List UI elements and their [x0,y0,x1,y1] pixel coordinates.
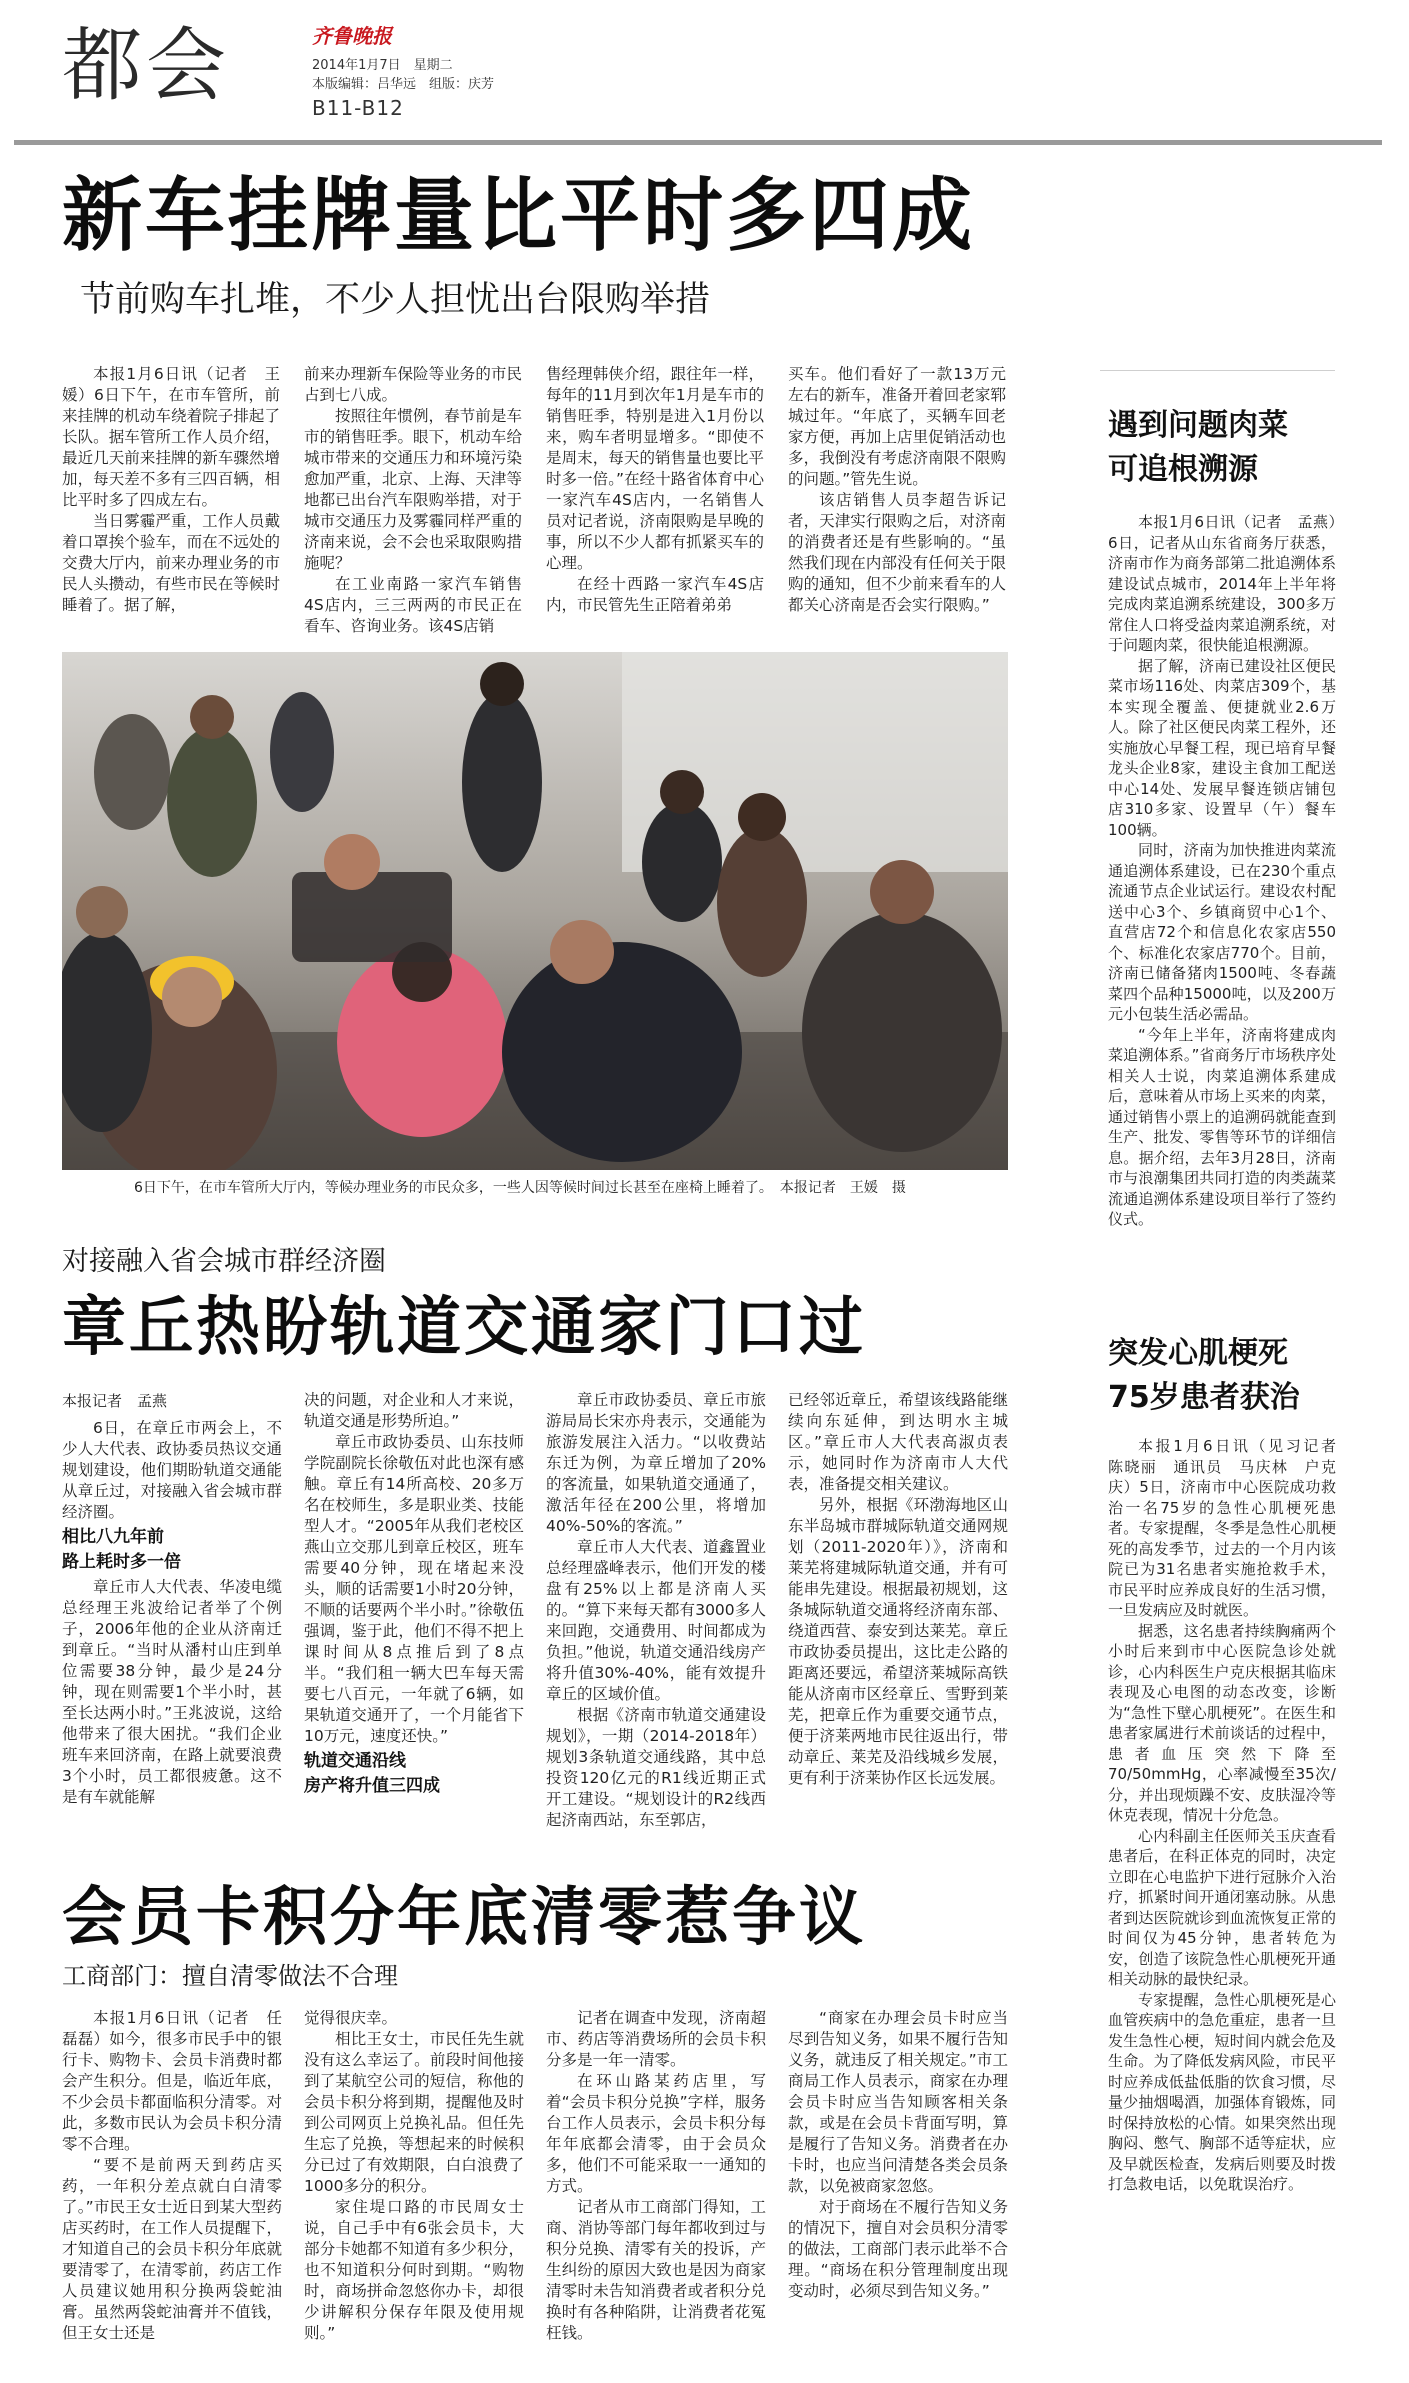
paper-logo: 齐鲁晚报 [312,24,392,48]
story3-col2 [304,2008,524,2344]
paragraph: 另外，根据《环渤海地区山东半岛城市群城际轨道交通网规划（2011-2020年）》，济南和莱芜将建城际轨道交通，并有可能串先建设。根据最初规划，这条城际轨道交通将经济南东部、绕道西营、泰安到达莱芜。章丘市政协委员提出，这比走公路的距离还要远，希望济莱城际高铁能从济南市区经章丘、雪野到莱芜，把章丘作为重要交通节点，便于济莱两地市民往返出行，带动章丘、莱芜及沿线城乡发展，更有利于济莱协作区长远发展。 [788,1496,1008,1787]
paragraph: 章丘市政协委员、章丘市旅游局局长宋亦舟表示，交通能为旅游发展注入活力。“以收费站东迁为例，为章丘增加了20%的客流量，如果轨道交通通了，激活年径在200公里，将增加40%-50%的客流。” [546,1391,766,1535]
sidebar1-headline-line2: 可追根溯源 [1108,452,1258,487]
story2-col2 [304,1390,524,1801]
paragraph: 售经理韩侠介绍，跟往年一样，每年的11月到次年1月是车市的销售旺季，特别是进入1月份以来，购车者明显增多。“即使不是周末，每天的销售量也要比平时多一倍。”在经十路省体育中心一家汽车4S店内，一名销售人员对记者说，济南限购是早晚的事，所以不少人都有抓紧买车的心理。 [546,365,764,572]
story3-subheadline: 工商部门：擅自清零做法不合理 [62,1962,398,1990]
story1-col3 [546,364,764,616]
story1-headline: 新车挂牌量比平时多四成 [62,169,975,262]
paragraph: 本报1月6日讯（记者 任磊磊）如今，很多市民手中的银行卡、购物卡、会员卡消费时都会产生积分。但是，临近年底，不少会员卡都面临积分清零。对此，多数市民认为会员卡积分清零不合理。 [62,2009,282,2153]
story3-col1 [62,2008,282,2344]
story1-col2 [304,364,522,637]
story3-col3 [546,2008,766,2344]
sidebar2-headline-line1: 突发心肌梗死 [1108,1336,1288,1371]
sidebar1-body [1108,512,1336,1230]
paragraph: 同时，济南为加快推进肉菜流通追溯体系建设，已在230个重点流通节点企业试运行。建设农村配送中心3个、乡镇商贸中心1个、直营店72个和信息化农家店550个、标准化农家店770个。目前，济南已储备猪肉1500吨、冬春蔬菜四个品种15000吨，以及200万元小包装生活必需品。 [1108,841,1336,1023]
paragraph: 心内科副主任医师关玉庆查看患者后，在科正体克的同时，决定立即在心电监护下进行冠脉介入治疗，抓紧时间开通闭塞动脉。从患者到达医院就诊到血流恢复正常的时间仅为45分钟，患者转危为安，创造了该院急性心肌梗死开通相关动脉的最快纪录。 [1108,1826,1336,1988]
paragraph: 章丘市人大代表、华凌电缆总经理王兆波给记者举了个例子，2006年他的企业从济南迁到章丘。“当时从潘村山庄到单位需要38分钟，最少是24分钟，现在则需要1个半小时，甚至长达两小时。”王兆波说，这给他带来了很大困扰。“我们企业班车来回济南，在路上就要浪费3个小时，员工都很疲惫。这不是有车就能解 [62,1578,282,1806]
story3-col4 [788,2008,1008,2302]
paragraph: 根据《济南市轨道交通建设规划》，一期（2014-2018年）规划3条轨道交通线路，其中总投资120亿元的R1线近期正式开工建设。“规划设计的R2线西起济南西站，东至郭店， [546,1706,766,1829]
story1-subheadline: 节前购车扎堆，不少人担忧出台限购举措 [80,280,711,320]
paragraph: 章丘市人大代表、道鑫置业总经理盛峰表示，他们开发的楼盘有25%以上都是济南人买的。“算下来每天都有3000多人来回跑，交通费用、时间都成为负担。”他说，轨道交通沿线房产将升值30%-40%，能有效提升章丘的区域价值。 [546,1538,766,1703]
paragraph: 本报1月6日讯（见习记者 陈晓丽 通讯员 马庆林 户克庆）5日，济南市中心医院成功救治一名75岁的急性心肌梗死患者。专家提醒，冬季是急性心肌梗死的高发季节，过去的一个月内该院已为31名患者实施抢救手术，市民平时应养成良好的生活习惯，一旦发病应及时就医。 [1108,1437,1352,1619]
paragraph: 记者从市工商部门得知，工商、消协等部门每年都收到过与积分兑换、清零有关的投诉，产生纠纷的原因大致也是因为商家清零时未告知消费者或者积分兑换时有各种陷阱，让消费者花冤枉钱。 [546,2198,766,2342]
paragraph: 据了解，济南已建设社区便民菜市场116处、肉菜店309个，基本实现全覆盖、便捷就业2.6万人。除了社区便民肉菜工程外，还实施放心早餐工程，现已培育早餐龙头企业8家，建设主食加工配送中心14处、发展早餐连锁店铺包店310多家、设置早（午）餐车100辆。 [1108,656,1336,839]
paragraph: 家住堤口路的市民周女士说，自己手中有6张会员卡，大部分卡她都不知道有多少积分，也不知道积分何时到期。“购物时，商场拼命忽悠你办卡，却很少讲解积分保存年限及使用规则。” [304,2198,524,2342]
story2-kicker: 对接融入省会城市群经济圈 [62,1246,386,1277]
sidebar1-headline-line1: 遇到问题肉菜 [1108,408,1288,443]
story2-headline: 章丘热盼轨道交通家门口过 [62,1291,866,1365]
waiting-hall-photo [62,652,1008,1170]
paragraph: 当日雾霾严重，工作人员戴着口罩挨个验车，而在不远处的交费大厅内，前来办理业务的市民人头攒动，有些市民在等候时睡着了。据了解， [62,512,280,614]
paragraph: 按照往年惯例，春节前是车市的销售旺季。眼下，机动车给城市带来的交通压力和环境污染愈加严重，北京、上海、天津等地都已出台汽车限购举措，对于城市交通压力及雾霾同样严重的济南来说，会不会也采取限购措施呢？ [304,407,522,572]
story2-subhead-1b: 路上耗时多一倍 [62,1552,181,1572]
page-numbers: B11-B12 [312,96,404,120]
paragraph: 对于商场在不履行告知义务的情况下，擅自对会员积分清零的做法，工商部门表示此举不合理。“商场在积分管理制度出现变动时，必须尽到告知义务。” [788,2198,1008,2300]
paragraph: 在环山路某药店里，写着“会员卡积分兑换”字样，服务台工作人员表示，会员卡积分每年年底都会清零，由于会员众多，他们不可能采取一一通知的方式。 [546,2072,766,2195]
paragraph: 前来办理新车保险等业务的市民占到七八成。 [304,365,522,404]
section-title: 都会 [62,19,230,112]
sidebar2-headline-line2: 75岁患者获治 [1108,1380,1300,1415]
paragraph: 章丘市政协委员、山东技师学院副院长徐敬伍对此也深有感触。章丘有14所高校、20多万名在校师生，多是职业类、技能型人才。“2005年从我们老校区燕山立交那儿到章丘校区，班车需要40分钟，现在堵起来没头，顺的话需要1小时20分钟，不顺的话要两个半小时。”徐敬伍强调，鉴于此，他们不得不把上课时间从8点推后到了8点半。“我们租一辆大巴车每天需要七八百元，一年就了6辆，如果轨道交通开了，一个月能省下10万元，速度还快。” [304,1433,524,1745]
story1-col1 [62,364,280,616]
story2-col3 [546,1390,766,1831]
story2-col4 [788,1390,1008,1789]
paragraph: 据悉，这名患者持续胸痛两个小时后来到市中心医院急诊处就诊，心内科医生户克庆根据其临床表现及心电图的动态改变，诊断为“急性下壁心肌梗死”。在医生和患者家属进行术前谈话的过程中，患者血压突然下降至70/50mmHg，心率减慢至35次/分，并出现烦躁不安、皮肤湿冷等休克表现，情况十分危急。 [1108,1621,1336,1824]
paragraph: 本报1月6日讯（记者 孟燕）6日，记者从山东省商务厅获悉，济南市作为商务部第二批追溯体系建设试点城市，2014年上半年将完成肉菜追溯系统建设，300多万常住人口将受益肉菜追溯系统，对于问题肉菜，很快能追根溯源。 [1108,513,1336,654]
masthead-rule [14,140,1382,145]
paragraph: 专家提醒，急性心肌梗死是心血管疾病中的急危重症，患者一旦发生急性心梗，短时间内就会危及生命。为了降低发病风险，市民平时应养成低盐低脂的饮食习惯，尽量少抽烟喝酒，加强体育锻炼，同时保持放松的心情。如果突然出现胸闷、憋气、胸部不适等症状，应及早就医检查，发病后则要及时拨打急救电话，以免耽误治疗。 [1108,1990,1336,2193]
paragraph: 决的问题，对企业和人才来说，轨道交通是形势所迫。” [304,1391,524,1430]
paragraph: 在经十西路一家汽车4S店内，市民管先生正陪着弟弟 [546,575,764,614]
paragraph: “今年上半年，济南将建成肉菜追溯体系。”省商务厅市场秩序处相关人士说，肉菜追溯体系建成后，意味着从市场上买来的肉菜，通过销售小票上的追溯码就能查到生产、批发、零售等环节的详细信息。据介绍，去年3月28日，济南市与浪潮集团共同打造的肉类蔬菜流通追溯体系建设项目举行了签约仪式。 [1108,1025,1336,1228]
paragraph: 本报1月6日讯（记者 王媛）6日下午，在市车管所，前来挂牌的机动车绕着院子排起了长队。据车管所工作人员介绍，最近几天前来挂牌的新车骤然增加，每天差不多有三四百辆，相比平时多了四成左右。 [62,365,280,509]
story2-subhead-2b: 房产将升值三四成 [304,1776,440,1796]
story3-headline: 会员卡积分年底清零惹争议 [62,1881,866,1955]
paragraph: 在工业南路一家汽车销售4S店内，三三两两的市民正在看车、咨询业务。该4S店销 [304,575,522,635]
paragraph: 觉得很庆幸。 [304,2009,398,2027]
story2-byline: 本报记者 孟燕 [62,1392,168,1410]
issue-date: 2014年1月7日 星期二 [312,58,453,73]
paragraph: 记者在调查中发现，济南超市、药店等消费场所的会员卡积分多是一年一清零。 [546,2009,766,2069]
sidebar-top-rule [1100,370,1335,371]
paragraph: 6日，在章丘市两会上，不少人大代表、政协委员热议交通规划建设，他们期盼轨道交通能从章丘过，对接融入省会城市群经济圈。 [62,1419,282,1521]
story2-col1 [62,1418,282,1808]
sidebar2-body [1108,1436,1352,2195]
paragraph: 已经邻近章丘，希望该线路能继续向东延伸，到达明水主城区。”章丘市人大代表高淑贞表示，她同时作为济南市人大代表，准备提交相关建议。 [788,1391,1008,1493]
paragraph: “商家在办理会员卡时应当尽到告知义务，如果不履行告知义务，就违反了相关规定。”市工商局工作人员表示，商家在办理会员卡时应当告知顾客相关条款，或是在会员卡背面写明，算是履行了告知义务。消费者在办卡时，也应当问清楚各类会员条款，以免被商家忽悠。 [788,2009,1008,2195]
paragraph: 买车。他们看好了一款13万元左右的新车，准备开着回老家郓城过年。“年底了，买辆车回老家方便，再加上店里促销活动也多，我倒没有考虑济南限不限购的问题。”管先生说。 [788,365,1006,488]
story2-subhead-2a: 轨道交通沿线 [304,1751,406,1771]
paragraph: 相比王女士，市民任先生就没有这么幸运了。前段时间他接到了某航空公司的短信，称他的会员卡积分将到期，提醒他及时到公司网页上兑换礼品。但任先生忘了兑换，等想起来的时候积分已过了有效期限，白白浪费了1000多分的积分。 [304,2030,524,2195]
story1-col4 [788,364,1006,616]
story2-subhead-1a: 相比八九年前 [62,1527,164,1547]
paragraph: “要不是前两天到药店买药，一年积分差点就白白清零了。”市民王女士近日到某大型药店买药时，在工作人员提醒下，才知道自己的会员卡积分年底就要清零了，在清零前，药店工作人员建议她用积分换两袋蛇油膏。虽然两袋蛇油膏并不值钱，但王女士还是 [62,2156,282,2342]
photo-caption: 6日下午，在市车管所大厅内，等候办理业务的市民众多，一些人因等候时间过长甚至在座椅上睡着了。 本报记者 王媛 摄 [134,1180,906,1196]
news-photo [62,652,1008,1170]
paragraph: 该店销售人员李超告诉记者，天津实行限购之后，对济南的消费者还是有些影响的。“虽然我们现在内部没有任何关于限购的通知，但不少前来看车的人都关心济南是否会实行限购。” [788,491,1006,614]
page-editors: 本版编辑：吕华远 组版：庆芳 [312,77,495,92]
